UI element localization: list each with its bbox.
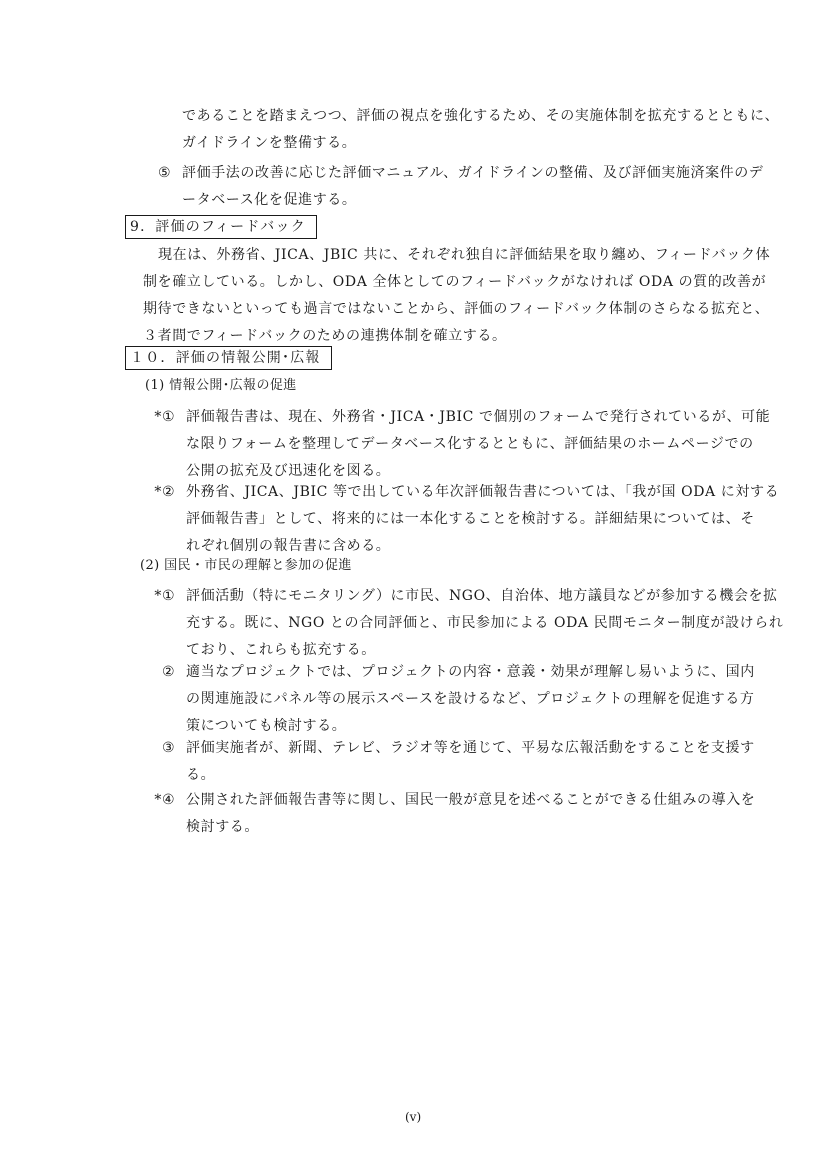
star-mark: * bbox=[154, 792, 162, 808]
text-line: 外務省、JICA、JBIC 等で出している年次評価報告書については、「我が国 ODA に対する bbox=[186, 484, 780, 500]
text-line: ガイドラインを整備する。 bbox=[182, 135, 357, 151]
subsection-1-item-2 bbox=[150, 479, 779, 560]
text-line: る。 bbox=[186, 767, 216, 783]
text-line: れぞれ個別の報告書に含める。 bbox=[186, 538, 391, 554]
list-item-5 bbox=[158, 160, 763, 214]
star-mark: * bbox=[154, 484, 162, 500]
item-number: ③ bbox=[162, 740, 176, 756]
subsection-2-item-4 bbox=[150, 787, 755, 841]
text-line: 評価報告書」として、将来的には一本化することを検討する。詳細結果については、そ bbox=[186, 511, 755, 527]
text-line: 公開された評価報告書等に関し、国民一般が意見を述べることができる仕組みの導入を bbox=[186, 792, 756, 808]
subsection-2-item-3 bbox=[150, 735, 755, 789]
text-line: ータベース化を促進する。 bbox=[182, 192, 357, 208]
item-number: ① bbox=[162, 588, 176, 604]
subsection-1-item-1 bbox=[150, 404, 770, 485]
text-line: 評価報告書は、現在、外務省・JICA・JBIC で個別のフォームで発行されているが、可能 bbox=[186, 409, 771, 425]
subsection-2-item-2 bbox=[150, 659, 755, 740]
text-line: 評価実施者が、新聞、テレビ、ラジオ等を通じて、平易な広報活動をすることを支援す bbox=[186, 740, 755, 756]
text-line: 評価手法の改善に応じた評価マニュアル、ガイドラインの整備、及び評価実施済案件のデ bbox=[182, 165, 764, 181]
star-mark: * bbox=[154, 588, 162, 604]
text-line: 適当なプロジェクトでは、プロジェクトの内容・意義・効果が理解し易いように、国内 bbox=[186, 664, 755, 680]
text-line: であることを踏まえつつ、評価の視点を強化するため、その実施体制を拡充するとともに、 bbox=[182, 108, 780, 124]
item-number: ② bbox=[162, 484, 176, 500]
text-line: 期待できないといっても過言ではないことから、評価のフィードバック体制のさらなる拡充と、 bbox=[143, 301, 770, 317]
text-line: 公開の拡充及び迅速化を図る。 bbox=[186, 463, 391, 479]
text-line: ており、これらも拡充する。 bbox=[186, 642, 376, 658]
item-number: ⑤ bbox=[158, 165, 172, 181]
text-line: 評価活動（特にモニタリング）に市民、NGO、自治体、地方議員などが参加する機会を拡 bbox=[186, 588, 778, 604]
subsection-1-title: (1) 情報公開･広報の促進 bbox=[145, 378, 297, 393]
text-line: 策についても検討する。 bbox=[186, 718, 347, 734]
subsection-2-item-1 bbox=[150, 583, 783, 664]
text-line: な限りフォームを整理してデータベース化するとともに、評価結果のホームページでの bbox=[186, 436, 754, 452]
section-9-body bbox=[143, 242, 770, 350]
section-10-heading: １０．評価の情報公開･広報 bbox=[125, 346, 332, 370]
section-9-heading: 9．評価のフィードバック bbox=[125, 215, 317, 239]
item-number: ① bbox=[162, 409, 176, 425]
text-line: 制を確立している。しかし、ODA 全体としてのフィードバックがなければ ODA の質的改善が bbox=[143, 274, 767, 290]
item-number: ② bbox=[162, 664, 176, 680]
text-line: 現在は、外務省、JICA、JBIC 共に、それぞれ独自に評価結果を取り纏め、フィードバック体 bbox=[158, 247, 771, 263]
text-line: 充する。既に、NGO との合同評価と、市民参加による ODA 民間モニター制度が設けられ bbox=[186, 615, 784, 631]
continued-paragraph bbox=[182, 103, 779, 157]
text-line: ３者間でフィードバックのための連携体制を確立する。 bbox=[143, 328, 507, 344]
subsection-2-title: (2) 国民・市民の理解と参加の促進 bbox=[140, 558, 352, 573]
text-line: の関連施設にパネル等の展示スペースを設けるなど、プロジェクトの理解を促進する方 bbox=[186, 691, 755, 707]
star-mark: * bbox=[154, 409, 162, 425]
item-number: ④ bbox=[162, 792, 176, 808]
page-number: (v) bbox=[405, 1110, 422, 1124]
text-line: 検討する。 bbox=[186, 819, 259, 835]
